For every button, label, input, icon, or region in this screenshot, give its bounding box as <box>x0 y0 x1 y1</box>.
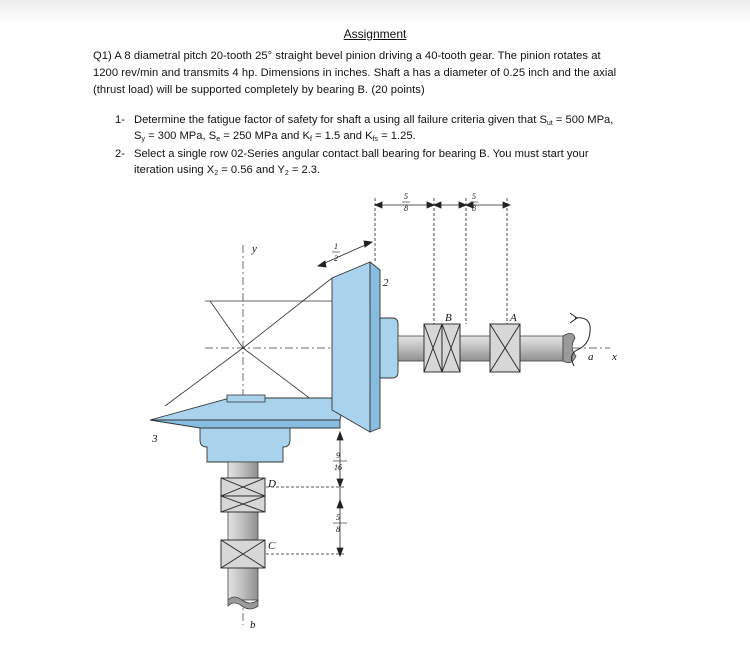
label-axis-x: x <box>612 351 617 363</box>
question-line-3: (thrust load) will be supported completely by bearing B. (20 points) <box>93 84 425 96</box>
task-2-line-1: Select a single row 02-Series angular contact ball bearing for bearing B. You must start your <box>134 148 589 160</box>
dim-top-left <box>402 192 410 213</box>
svg-text:2: 2 <box>334 254 338 263</box>
bearing-c <box>221 540 265 568</box>
question-line-2: 1200 rev/min and transmits 4 hp. Dimensions in inches. Shaft a has a diameter of 0.25 inch and the axial <box>93 67 617 79</box>
pitch-cone-lines <box>165 278 332 415</box>
svg-text:8: 8 <box>336 525 340 534</box>
svg-text:5: 5 <box>472 192 476 201</box>
label-bearing-d: D <box>268 478 276 490</box>
task-2-line-2: iteration using $X_2 = 0.56$ and $Y_2 = 2.3$. <box>134 164 321 177</box>
task-1-line-2: $S_y = 300$ MPa, $S_e = 250$ MPa and $K_f = 1.5$ and $K_{fs} = 1.25$. <box>134 130 416 143</box>
svg-text:8: 8 <box>404 204 408 213</box>
svg-text:1: 1 <box>334 242 338 251</box>
svg-text:16: 16 <box>334 463 342 472</box>
svg-text:8: 8 <box>472 204 476 213</box>
label-y: y <box>252 243 257 255</box>
label-bearing-c: C <box>268 540 276 552</box>
gear-3-hub <box>200 428 290 462</box>
gear-2-rim <box>370 262 380 432</box>
gear-2-hub <box>380 318 398 378</box>
bearing-b <box>424 324 460 372</box>
dim-slant <box>332 242 340 263</box>
task-1-line-1: Determine the fatigue factor of safety for shaft a using all failure criteria given that $S_{ut} = 500$ MPa, <box>134 114 614 127</box>
svg-text:5: 5 <box>404 192 408 201</box>
bearing-a <box>490 324 520 372</box>
svg-text:9: 9 <box>336 451 340 460</box>
label-shaft-a: a <box>588 351 594 363</box>
label-gear-2: 2 <box>383 277 389 289</box>
label-bearing-a: A <box>510 312 517 324</box>
task-2-number: 2- <box>115 148 125 160</box>
label-gear-3: 3 <box>152 433 158 445</box>
assignment-title: Assignment <box>343 27 407 41</box>
gear-3-rim <box>150 420 340 428</box>
question-line-1: Q1) A 8 diametral pitch 20-tooth 25° straight bevel pinion driving a 40-tooth gear. The pinion rotates at <box>93 50 601 62</box>
label-shaft-b: b <box>250 619 256 631</box>
bearing-d <box>221 478 265 512</box>
label-bearing-b: B <box>445 312 452 324</box>
task-1-number: 1- <box>115 114 125 126</box>
svg-text:5: 5 <box>336 513 340 522</box>
gear-3 <box>150 395 345 462</box>
gear-3-top-hub <box>227 395 265 402</box>
